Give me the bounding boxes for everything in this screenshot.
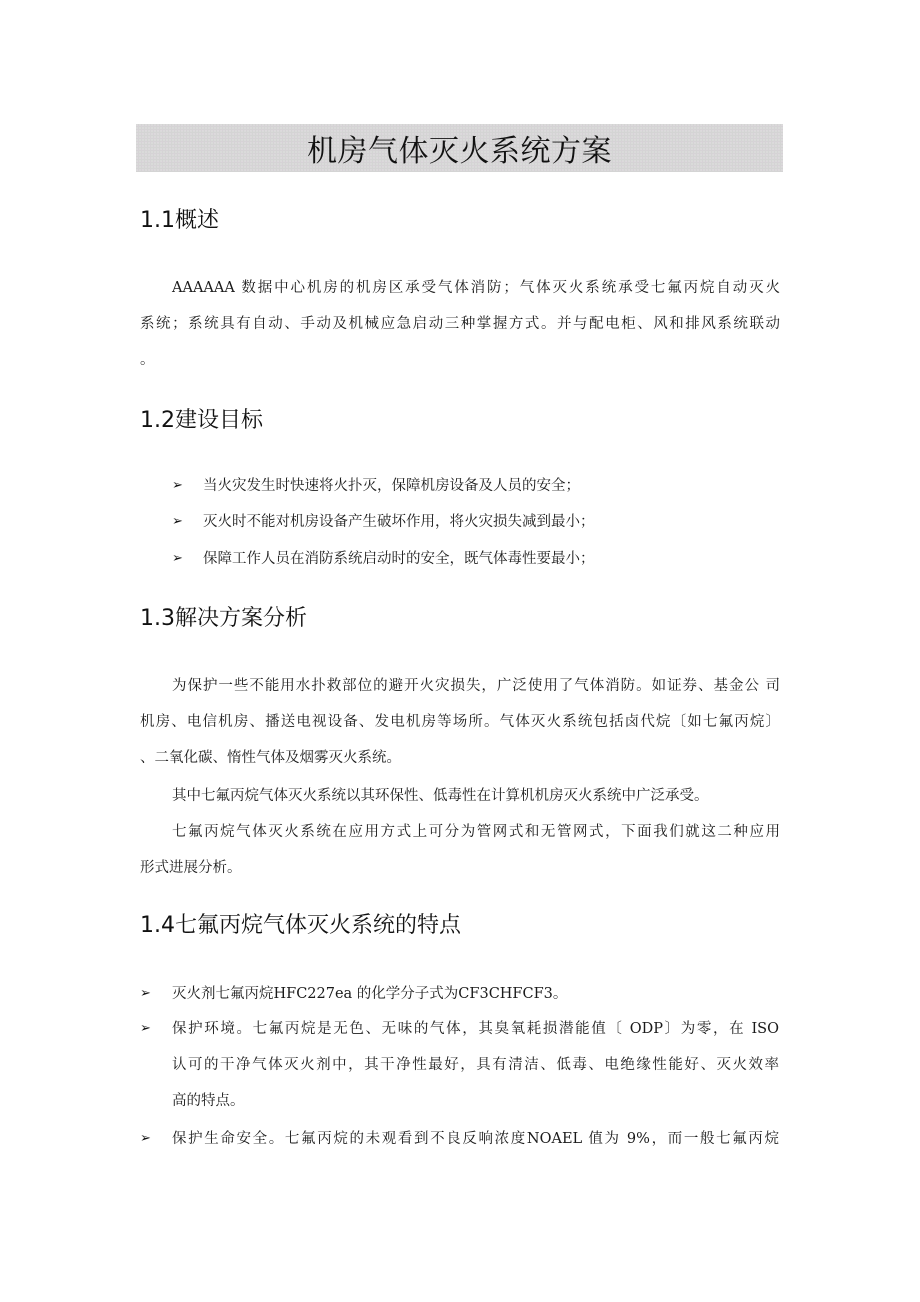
feature-line: 保护环境。七氟丙烷是无色、无味的气体，其臭氧耗损潜能值〔 ODP〕为零，在 ISO [172,1021,779,1037]
arrow-bullet-icon: ➢ [172,478,183,493]
document-title-bar [136,124,783,172]
arrow-bullet-icon: ➢ [172,514,183,529]
overview-line-1: AAAAAA 数据中心机房的机房区承受气体消防；气体灭火系统承受七氟丙烷自动灭火 [172,280,780,296]
section-heading-features: 1.4七氟丙烷气体灭火系统的特点 [140,913,461,938]
solution-paragraph-2 [140,778,780,814]
goal-bullet-text: 保障工作人员在消防系统启动时的安全，既气体毒性要最小； [203,551,595,567]
arrow-bullet-icon: ➢ [140,1021,151,1036]
goal-bullet-text: 当火灾发生时快速将火扑灭，保障机房设备及人员的安全； [203,478,580,494]
arrow-bullet-icon: ➢ [140,1131,151,1146]
feature-line: 高的特点。 [172,1093,245,1109]
solution-p1-line-1: 为保护一些不能用水扑救部位的避开火灾损失，广泛使用了气体消防。如证券、基金公 司 [172,678,780,694]
solution-paragraph-1 [140,668,780,776]
feature-bullet-text [172,1011,779,1119]
section-heading-goals: 1.2建设目标 [140,408,263,433]
solution-p1-line-2: 机房、电信机房、播送电视设备、发电机房等场所。气体灭火系统包括卤代烷〔如七氟丙烷〕 [140,714,780,730]
solution-p3-line-1: 七氟丙烷气体灭火系统在应用方式上可分为管网式和无管网式，下面我们就这二种应用 [172,824,780,840]
section-heading-solution-analysis: 1.3解决方案分析 [140,606,307,631]
solution-paragraph-3 [140,814,780,886]
solution-p2-line-1: 其中七氟丙烷气体灭火系统以其环保性、低毒性在计算机机房灭火系统中广泛承受。 [172,788,709,804]
feature-bullet-text: 灭火剂七氟丙烷HFC227ea 的化学分子式为CF3CHFCF3。 [172,986,568,1002]
solution-p1-line-3: 、二氧化碳、惰性气体及烟雾灭火系统。 [140,750,401,766]
goal-bullet-text: 灭火时不能对机房设备产生破坏作用，将火灾损失减到最小； [203,514,595,530]
overview-line-2: 系统；系统具有自动、手动及机械应急启动三种掌握方式。并与配电柜、风和排风系统联动 [140,316,780,332]
section-heading-overview: 1.1概述 [140,208,219,233]
feature-line: 认可的干净气体灭火剂中，其干净性最好，具有清洁、低毒、电绝缘性能好、灭火效率 [172,1057,779,1073]
overview-line-3: 。 [140,352,155,368]
solution-p3-line-2: 形式进展分析。 [140,860,242,876]
arrow-bullet-icon: ➢ [140,986,151,1001]
arrow-bullet-icon: ➢ [172,551,183,566]
overview-paragraph [140,270,780,378]
document-title: 机房气体灭火系统方案 [307,134,612,169]
feature-line: 保护生命安全。七氟丙烷的未观看到不良反响浓度NOAEL 值为 9%，而一般七氟丙烷 [172,1131,779,1147]
feature-bullet-text [172,1121,779,1157]
